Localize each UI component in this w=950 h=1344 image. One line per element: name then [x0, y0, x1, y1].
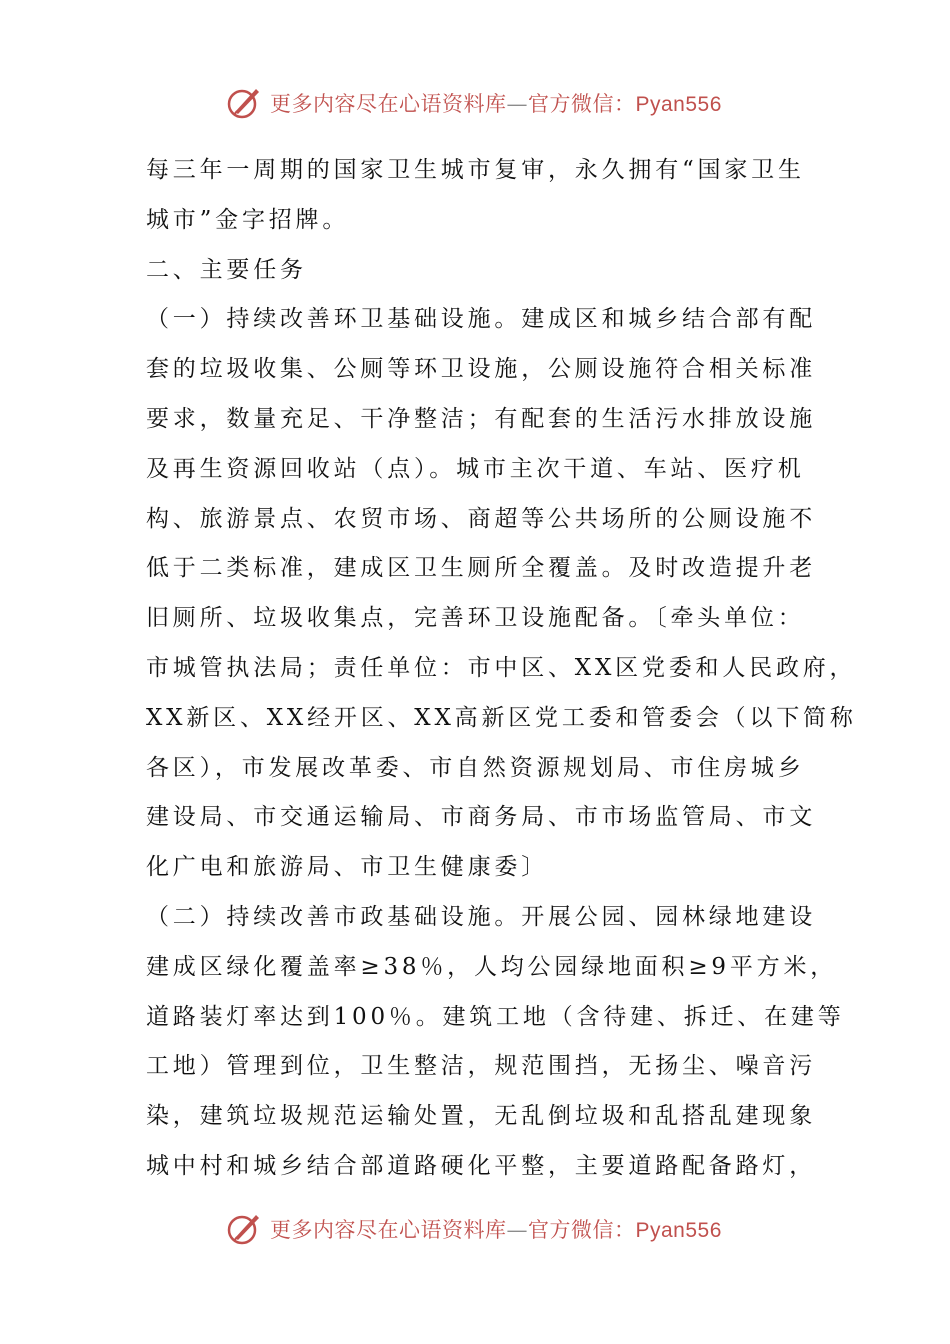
text-line: XX新区、XX经开区、XX高新区党工委和管委会（以下简称	[146, 704, 857, 731]
text-line: 旧厕所、垃圾收集点，完善环卫设施配备。〔牵头单位：	[146, 605, 805, 632]
text-line: 构、旅游景点、农贸市场、商超等公共场所的公厕设施不	[146, 505, 816, 532]
watermark-header	[226, 83, 746, 123]
watermark-separator: —	[506, 92, 528, 116]
text-line: 及再生资源回收站（点）。城市主次干道、车站、医疗机	[146, 455, 805, 482]
watermark-label: 官方微信：	[528, 1218, 636, 1242]
quill-logo-icon	[226, 85, 262, 121]
watermark-main: 更多内容尽在心语资料库	[270, 1218, 507, 1242]
watermark-text	[270, 1214, 722, 1244]
section-heading: 二、主要任务	[146, 256, 307, 283]
text-line: （一）持续改善环卫基础设施。建成区和城乡结合部有配	[146, 306, 816, 333]
text-line: 工地）管理到位，卫生整洁，规范围挡，无扬尘、噪音污	[146, 1053, 816, 1080]
watermark-main: 更多内容尽在心语资料库	[270, 92, 507, 116]
text-line: 建设局、市交通运输局、市商务局、市市场监管局、市文	[146, 804, 816, 831]
text-line: 城中村和城乡结合部道路硬化平整，主要道路配备路灯，	[146, 1152, 816, 1179]
text-line: 染，建筑垃圾规范运输处置，无乱倒垃圾和乱搭乱建现象	[146, 1103, 816, 1130]
watermark-footer	[226, 1209, 746, 1249]
text-line: 城市”金字招牌。	[146, 206, 350, 233]
text-line: （二）持续改善市政基础设施。开展公园、园林绿地建设	[146, 903, 816, 930]
text-line: 市城管执法局；责任单位：市中区、XX区党委和人民政府，	[146, 654, 857, 681]
quill-logo-icon	[226, 1211, 262, 1247]
text-line: 建成区绿化覆盖率≥38％，人均公园绿地面积≥9平方米，	[146, 953, 838, 980]
document-body	[146, 146, 857, 1192]
watermark-label: 官方微信：	[528, 92, 636, 116]
watermark-separator: —	[506, 1218, 528, 1242]
text-line: 套的垃圾收集、公厕等环卫设施，公厕设施符合相关标准	[146, 356, 816, 383]
text-line: 每三年一周期的国家卫生城市复审，永久拥有“国家卫生	[146, 157, 805, 183]
watermark-id: Pyan556	[635, 93, 722, 116]
watermark-text	[270, 88, 722, 118]
watermark-id: Pyan556	[635, 1219, 722, 1242]
text-line: 低于二类标准，建成区卫生厕所全覆盖。及时改造提升老	[146, 555, 816, 582]
text-line: 要求，数量充足、干净整洁；有配套的生活污水排放设施	[146, 405, 816, 432]
text-line: 化广电和旅游局、市卫生健康委〕	[146, 854, 548, 881]
text-line: 道路装灯率达到100％。建筑工地（含待建、拆迁、在建等	[146, 1003, 845, 1030]
text-line: 各区），市发展改革委、市自然资源规划局、市住房城乡	[146, 754, 805, 781]
